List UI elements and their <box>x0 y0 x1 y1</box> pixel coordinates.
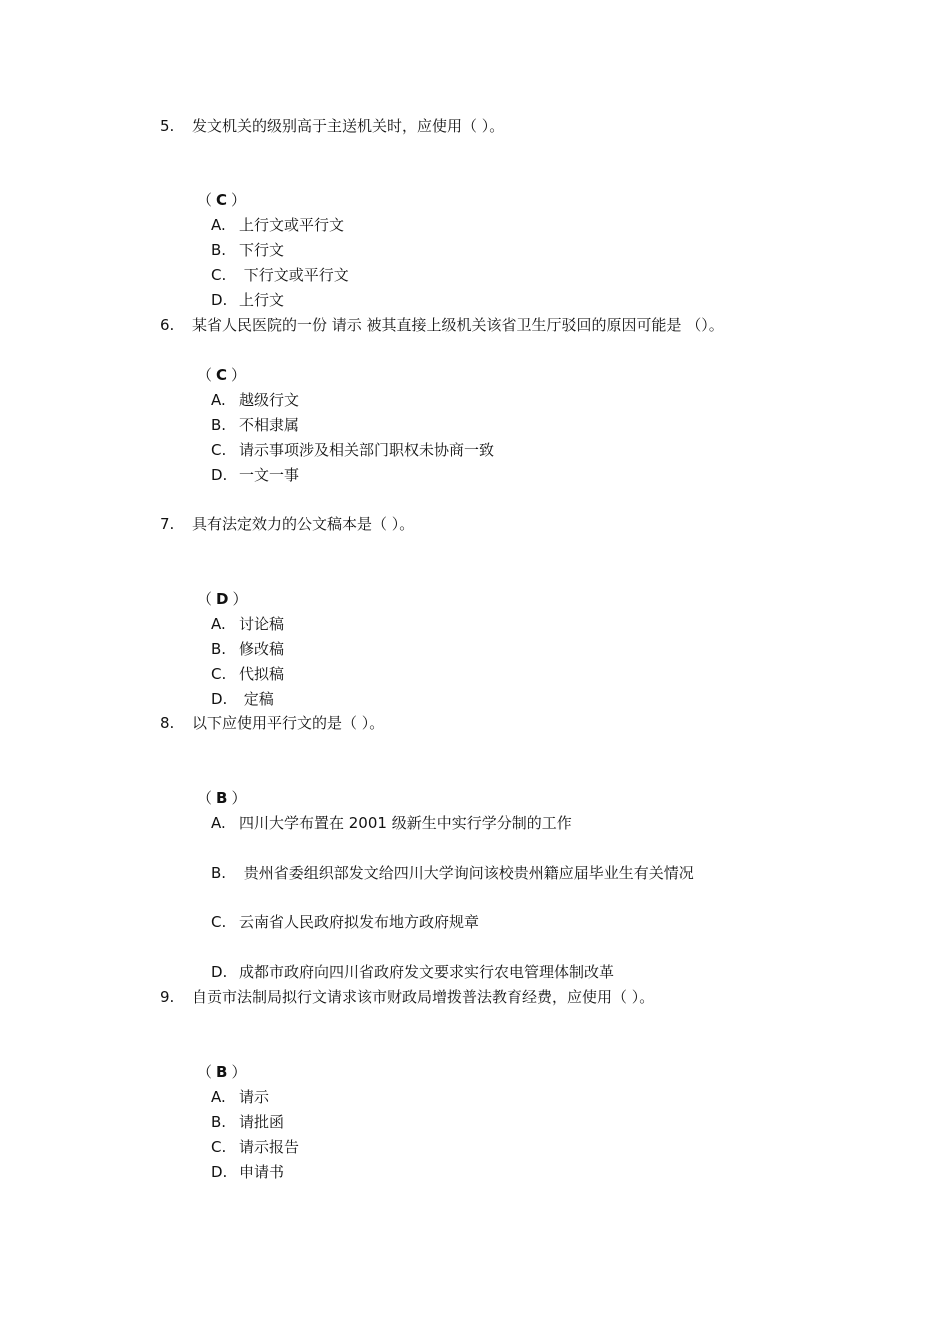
answer-key: （ C ） <box>197 191 247 209</box>
question-text: 自贡市法制局拟行文请求该市财政局增拨普法教育经费，应使用（ ）。 <box>192 988 655 1006</box>
question-6 <box>160 315 724 335</box>
answer-letter: C <box>216 191 228 209</box>
answer-key: （ C ） <box>197 366 247 384</box>
option-d: D. 成都市政府向四川省政府发文要求实行农电管理体制改革 <box>211 963 615 981</box>
question-text: 发文机关的级别高于主送机关时，应使用（ ）。 <box>192 117 505 135</box>
question-5 <box>160 116 504 136</box>
option-d: D. 一文一事 <box>211 466 300 484</box>
option-a: A. 越级行文 <box>211 391 300 409</box>
option-a: A. 上行文或平行文 <box>211 216 345 234</box>
question-number: 6. <box>160 316 175 334</box>
option-a: A. 请示 <box>211 1088 270 1106</box>
question-number: 7. <box>160 515 175 533</box>
question-text: 具有法定效力的公文稿本是（ ）。 <box>192 515 415 533</box>
answer-key: （ B ） <box>197 1063 247 1081</box>
option-b: B. 不相隶属 <box>211 416 300 434</box>
option-d: D. 定稿 <box>211 690 274 708</box>
answer-key: （ D ） <box>197 590 248 608</box>
option-b: B. 贵州省委组织部发文给四川大学询问该校贵州籍应届毕业生有关情况 <box>211 864 694 882</box>
option-a: A. 四川大学布置在 2001 级新生中实行学分制的工作 <box>211 814 572 832</box>
answer-letter: D <box>216 590 229 608</box>
question-text: 某省人民医院的一份 请示 被其直接上级机关该省卫生厅驳回的原因可能是 （）。 <box>192 316 724 334</box>
question-number: 8. <box>160 714 175 732</box>
option-a: A. 讨论稿 <box>211 615 285 633</box>
question-9 <box>160 987 654 1007</box>
option-c: C. 下行文或平行文 <box>211 266 349 284</box>
option-c: C. 代拟稿 <box>211 665 285 683</box>
option-c: C. 请示报告 <box>211 1138 300 1156</box>
answer-key: （ B ） <box>197 789 247 807</box>
option-c: C. 请示事项涉及相关部门职权未协商一致 <box>211 441 495 459</box>
option-b: B. 下行文 <box>211 241 285 259</box>
question-8 <box>160 713 384 733</box>
option-d: D. 上行文 <box>211 291 285 309</box>
question-number: 5. <box>160 117 175 135</box>
question-7 <box>160 514 414 534</box>
answer-letter: B <box>216 1063 228 1081</box>
option-b: B. 修改稿 <box>211 640 285 658</box>
question-text: 以下应使用平行文的是（ ）。 <box>192 714 385 732</box>
answer-letter: C <box>216 366 228 384</box>
question-number: 9. <box>160 988 175 1006</box>
option-d: D. 申请书 <box>211 1163 285 1181</box>
option-b: B. 请批函 <box>211 1113 285 1131</box>
option-c: C. 云南省人民政府拟发布地方政府规章 <box>211 913 480 931</box>
answer-letter: B <box>216 789 228 807</box>
